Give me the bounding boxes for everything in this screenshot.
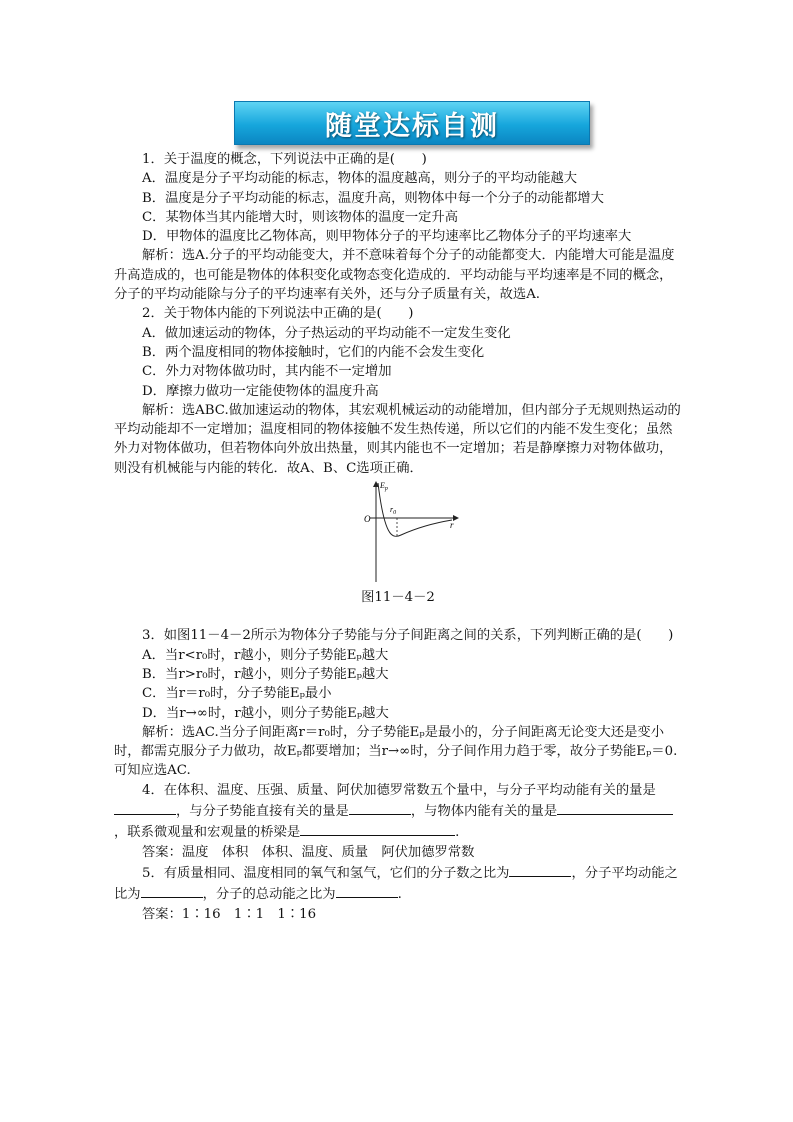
q2-option-b: B．两个温度相同的物体接触时，它们的内能不会发生变化 — [142, 344, 485, 360]
q3-option-d: D．当r→∞时，r越小，则分子势能Eₚ越大 — [142, 705, 389, 721]
potential-energy-figure — [114, 478, 682, 588]
origin-label: O — [364, 514, 371, 525]
q2-option-a: A．做加速运动的物体，分子热运动的平均动能不一定发生变化 — [142, 325, 511, 341]
q4-blank-1 — [114, 800, 176, 815]
q5-answer: 答案：1∶16 1∶1 1∶16 — [142, 906, 317, 922]
q2-option-c: C．外力对物体做功时，其内能不一定增加 — [142, 364, 392, 380]
q5-blank-3 — [336, 883, 398, 898]
q3-option-c: C．当r＝r₀时，分子势能Eₚ最小 — [142, 686, 332, 702]
section-banner — [234, 101, 590, 145]
q1-option-d: D．甲物体的温度比乙物体高，则甲物体分子的平均速率比乙物体分子的平均速率大 — [142, 229, 632, 245]
q1-option-b: B．温度是分子平均动能的标志，温度升高，则物体中每一个分子的动能都增大 — [142, 190, 604, 206]
q4-answer: 答案：温度 体积 体积、温度、质量 阿伏加德罗常数 — [142, 844, 475, 860]
q4-blank-4 — [300, 821, 455, 836]
q4-question: 4．在体积、温度、压强、质量、阿伏加德罗常数五个量中，与分子平均动能有关的量是，与分子势能直接有关的量是 ，与物体内能有关的量是，联系微观量和宏观量的桥梁是 . — [114, 781, 682, 843]
q4-blank-3 — [557, 800, 673, 815]
q5-blank-2 — [141, 883, 203, 898]
potential-energy-graph — [360, 478, 460, 586]
q1-option-c: C．某物体当其内能增大时，则该物体的温度一定升高 — [142, 209, 459, 225]
q5-question: 5．有质量相同、温度相同的氧气和氢气，它们的分子数之比为 ，分子平均动能之比为 ，分子的总动能之比为 . — [114, 862, 682, 905]
banner-title: 随堂达标自测 — [325, 110, 499, 142]
r0-label: $r_0$ — [390, 505, 397, 517]
q3-stem: 3．如图11－4－2所示为物体分子势能与分子间距离之间的关系，下列判断正确的是( ) — [142, 628, 674, 644]
q3-option-b: B．当r>r₀时，r越小，则分子势能Eₚ越大 — [142, 666, 389, 682]
q2-option-d: D．摩擦力做功一定能使物体的温度升高 — [142, 383, 379, 399]
q2-analysis: 解析：选ABC.做加速运动的物体，其宏观机械运动的动能增加，但内部分子无规则热运动的平均动能却不一定增加；温度相同的物体接触不发生热传递，所以它们的内能不发生变化；虽然外力对物体做功，但若物体向外放出热量，则其内能也不一定增加；若是静摩擦力对物体做功，则没有机械能与内能的转化．故A、B、C选项正确． — [114, 402, 681, 476]
x-axis-label: r — [450, 520, 454, 531]
figure-caption: 图11－4－2 — [361, 590, 435, 606]
q2-stem: 2．关于物体内能的下列说法中正确的是( ) — [142, 306, 414, 322]
q3-option-a: A．当r<r₀时，r越小，则分子势能Eₚ越大 — [142, 647, 389, 663]
q5-blank-1 — [509, 862, 571, 877]
document-body — [114, 150, 682, 924]
q4-blank-2 — [349, 800, 411, 815]
y-axis-label: $E_p$ — [380, 481, 388, 493]
q1-option-a: A．温度是分子平均动能的标志，物体的温度越高，则分子的平均动能越大 — [142, 171, 578, 187]
q1-stem: 1．关于温度的概念，下列说法中正确的是( ) — [142, 152, 427, 167]
q3-analysis: 解析：选AC.当分子间距离r＝r₀时，分子势能Eₚ是最小的，分子间距离无论变大还是变小时，都需克服分子力做功，故Eₚ都要增加；当r→∞时，分子间作用力趋于零，故分子势能Eₚ＝0.可知应选AC. — [114, 724, 678, 779]
q1-analysis: 解析：选A.分子的平均动能变大，并不意味着每个分子的动能都变大．内能增大可能是温度升高造成的，也可能是物体的体积变化或物态变化造成的．平均动能与平均速率是不同的概念，分子的平均动能除与分子的平均速率有关外，还与分子质量有关，故选A. — [114, 248, 675, 303]
